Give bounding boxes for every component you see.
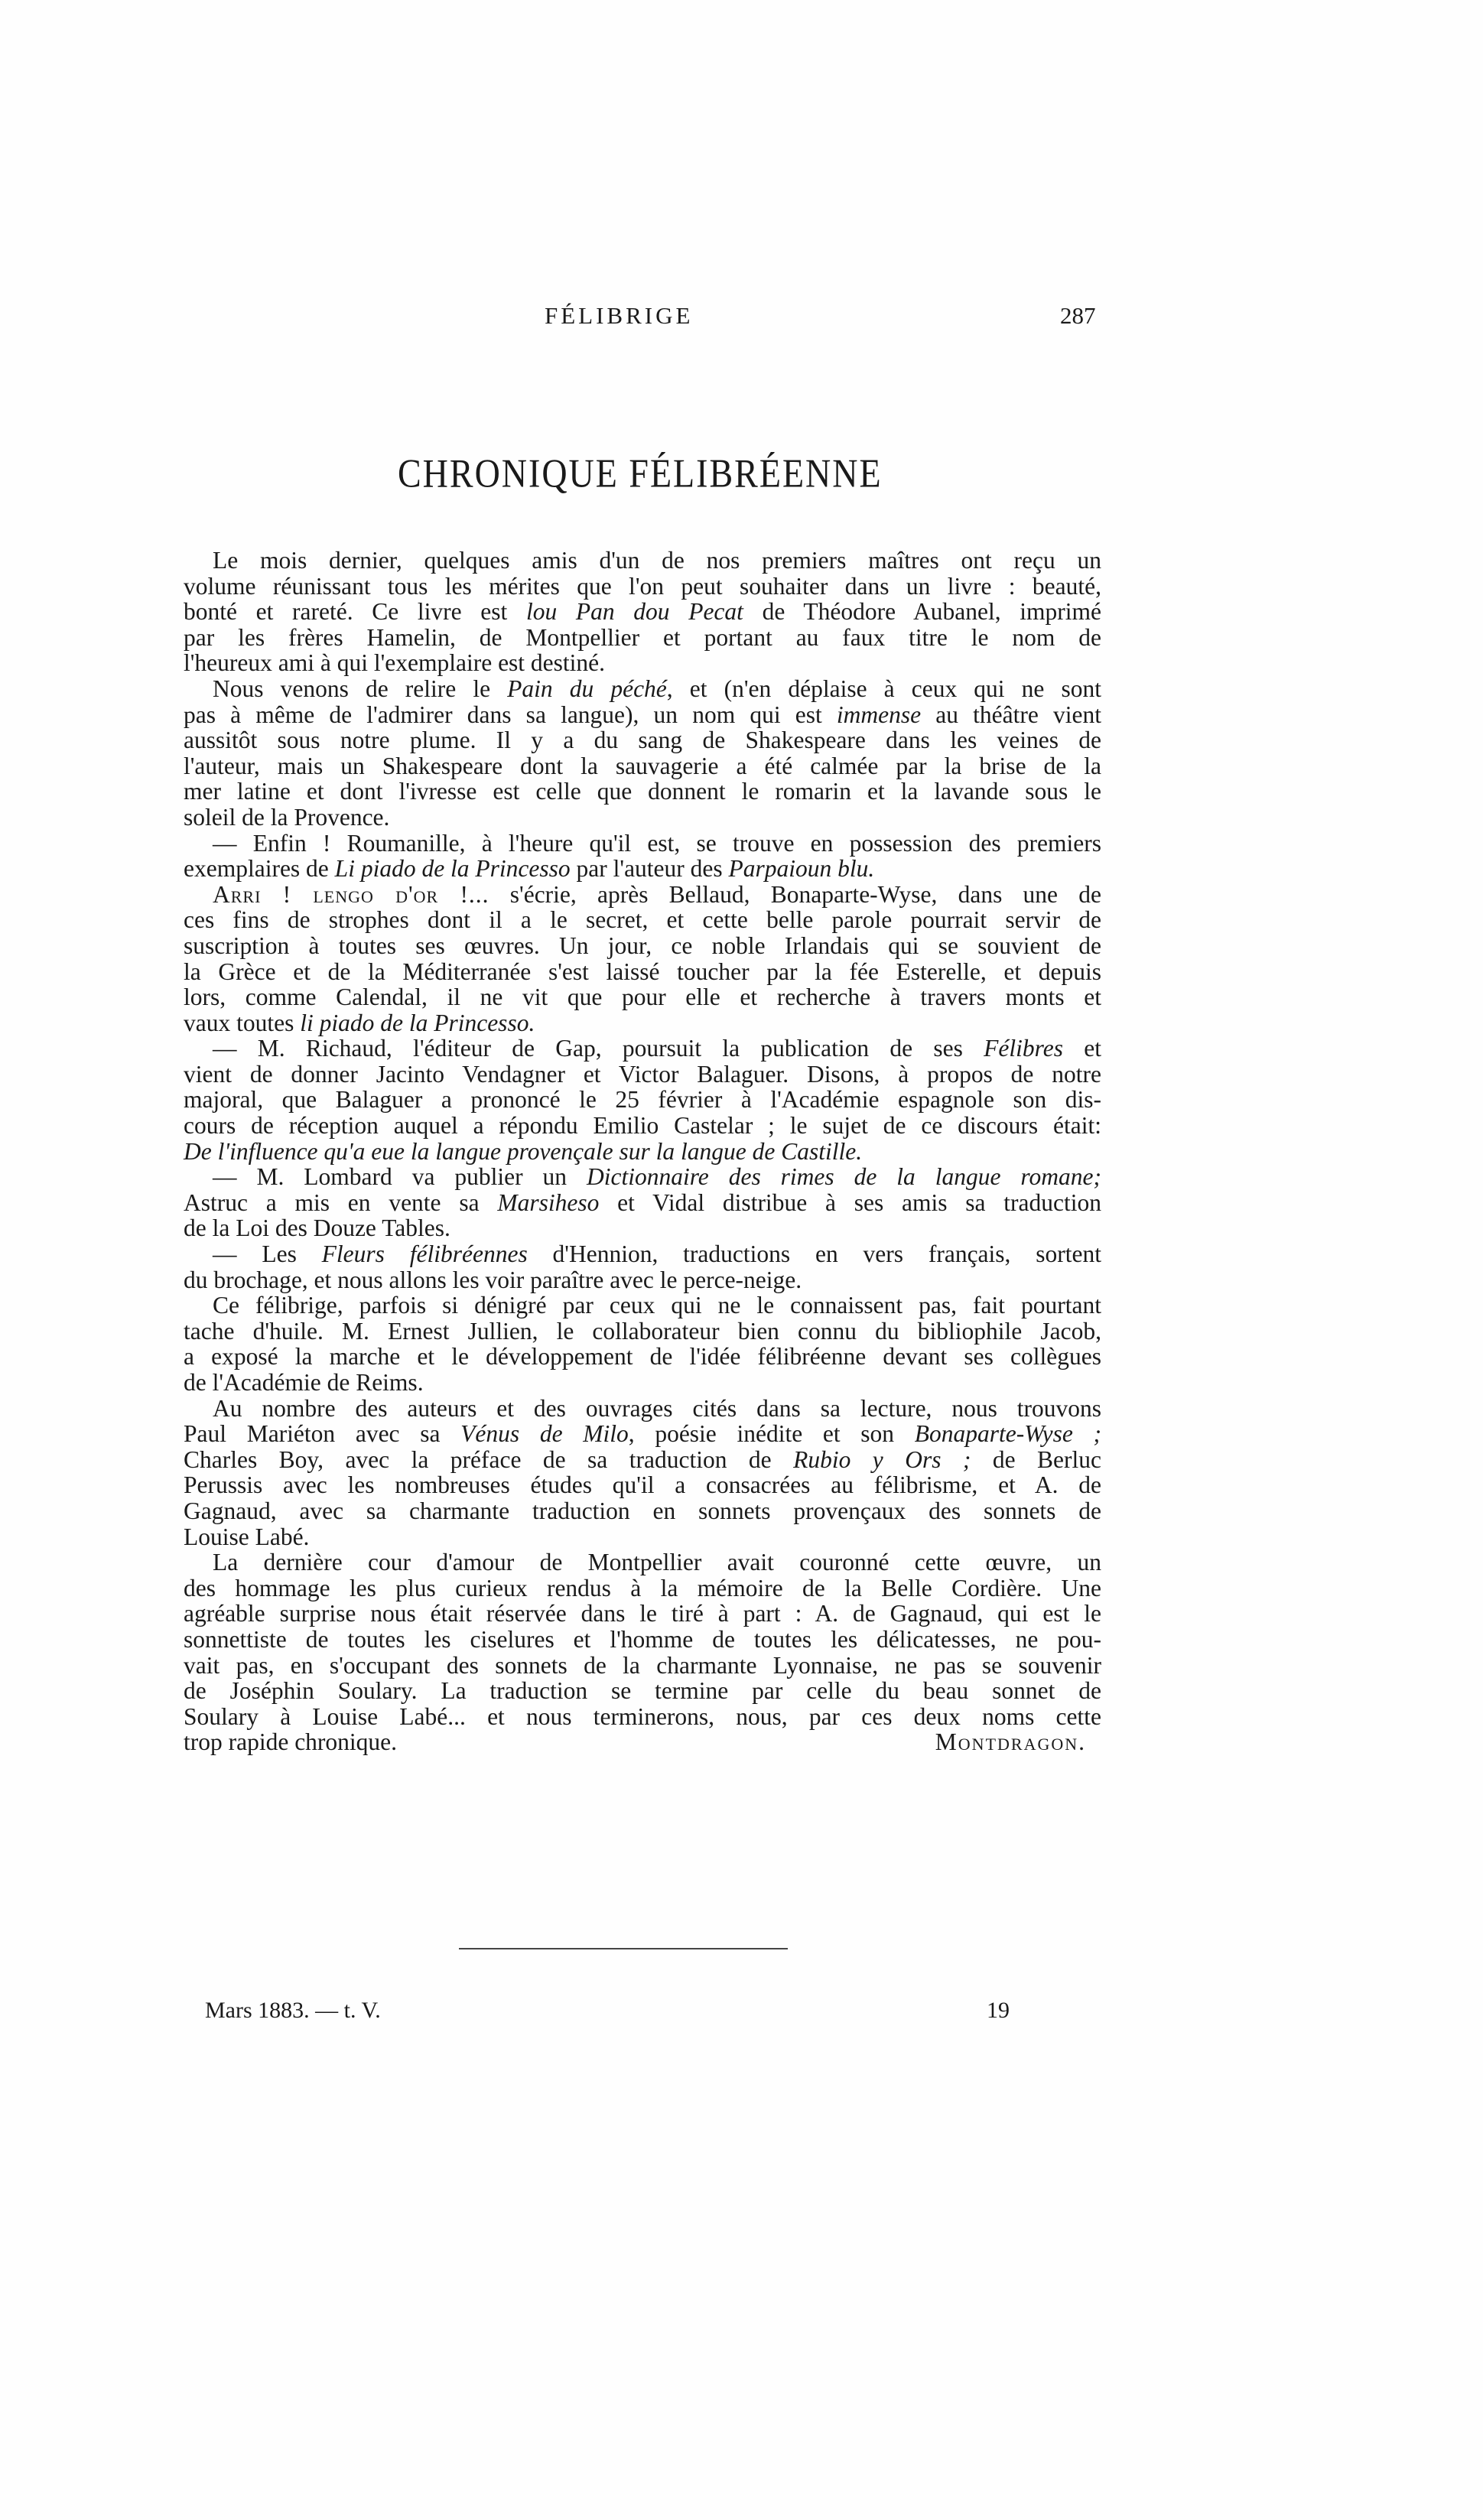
text-line: vient de donner Jacinto Vendagner et Victor Balaguer. Disons, à propos de notre (184, 1060, 1101, 1088)
text-line: — Enfin ! Roumanille, à l'heure qu'il est, se trouve en possession des premiers (213, 829, 1101, 857)
text-line: tache d'huile. M. Ernest Jullien, le collaborateur bien connu du bibliophile Jacob, (184, 1317, 1101, 1345)
article-title: CHRONIQUE FÉLIBRÉENNE (398, 450, 883, 496)
text-line: Paul Mariéton avec sa Vénus de Milo, poésie inédite et son Bonaparte-Wyse ; (184, 1420, 1101, 1448)
text-line: soleil de la Provence. (184, 803, 390, 831)
article-body (184, 548, 1101, 1755)
text-line: vaux toutes li piado de la Princesso. (184, 1009, 535, 1036)
text-line: volume réunissant tous les mérites que l'on peut souhaiter dans un livre : beauté, (184, 572, 1101, 600)
text-line: majoral, que Balaguer a prononcé le 25 février à l'Académie espagnole son dis- (184, 1086, 1101, 1114)
text-line: Le mois dernier, quelques amis d'un de nos premiers maîtres ont reçu un (213, 547, 1101, 574)
running-title: FÉLIBRIGE (545, 302, 694, 329)
running-head (0, 302, 1483, 340)
text-line: sonnettiste de toutes les ciselures et l'homme de toutes les délicatesses, ne pou- (184, 1625, 1101, 1653)
text-line: mer latine et dont l'ivresse est celle que donnent le romarin et la lavande sous le (184, 778, 1101, 805)
text-line: Nous venons de relire le Pain du péché, et (n'en déplaise à ceux qui ne sont (213, 675, 1101, 702)
text-line: De l'influence qu'a eue la langue provençale sur la langue de Castille. (184, 1137, 863, 1165)
text-line: pas à même de l'admirer dans sa langue), un nom qui est immense au théâtre vient (184, 701, 1101, 728)
text-line: Au nombre des auteurs et des ouvrages cités dans sa lecture, nous trouvons (213, 1394, 1101, 1422)
text-line: Astruc a mis en vente sa Marsiheso et Vidal distribue à ses amis sa traduction (184, 1188, 1101, 1216)
text-line: Soulary à Louise Labé... et nous terminerons, nous, par ces deux noms cette (184, 1702, 1101, 1730)
end-rule (459, 1948, 788, 1949)
signature-mark: 19 (987, 1998, 1010, 2023)
text-line: vait pas, en s'occupant des sonnets de la charmante Lyonnaise, ne pas se souvenir (184, 1651, 1101, 1679)
text-line: du brochage, et nous allons les voir paraître avec le perce-neige. (184, 1266, 802, 1293)
text-line: de Joséphin Soulary. La traduction se termine par celle du beau sonnet de (184, 1677, 1101, 1705)
text-line: trop rapide chronique. Montdragon. (184, 1728, 1086, 1756)
page-number: 287 (1060, 302, 1096, 329)
text-line: agréable surprise nous était réservée dans le tiré à part : A. de Gagnaud, qui est le (184, 1600, 1101, 1627)
text-line: — Les Fleurs félibréennes d'Hennion, traductions en vers français, sortent (213, 1240, 1101, 1268)
text-line: — M. Lombard va publier un Dictionnaire des rimes de la langue romane; (213, 1163, 1101, 1191)
text-line: l'auteur, mais un Shakespeare dont la sauvagerie a été calmée par la brise de la (184, 752, 1101, 779)
text-line: Ce félibrige, parfois si dénigré par ceux qui ne le connaissent pas, fait pourtant (213, 1292, 1101, 1319)
text-line: la Grèce et de la Méditerranée s'est laissé toucher par la fée Esterelle, et depuis (184, 958, 1101, 985)
text-line: Gagnaud, avec sa charmante traduction en sonnets provençaux des sonnets de (184, 1497, 1101, 1524)
text-line: exemplaires de Li piado de la Princesso par l'auteur des Parpaioun blu. (184, 855, 875, 883)
text-line: Perussis avec les nombreuses études qu'il a consacrées au félibrisme, et A. de (184, 1471, 1101, 1499)
author-signature: Montdragon. (935, 1728, 1086, 1756)
text-line: aussitôt sous notre plume. Il y a du sang de Shakespeare dans les veines de (184, 727, 1101, 754)
text-line: — M. Richaud, l'éditeur de Gap, poursuit la publication de ses Félibres et (213, 1035, 1101, 1062)
text-line: de l'Académie de Reims. (184, 1369, 424, 1396)
text-line: Arri ! lengo d'or !... s'écrie, après Bellaud, Bonaparte-Wyse, dans une de (213, 880, 1101, 908)
text-line: bonté et rareté. Ce livre est lou Pan dou Pecat de Théodore Aubanel, imprimé (184, 598, 1102, 626)
text-line: ces fins de strophes dont il a le secret, et cette belle parole pourrait servir de (184, 906, 1101, 934)
text-line: cours de réception auquel a répondu Emilio Castelar ; le sujet de ce discours était: (184, 1112, 1101, 1140)
text-line: des hommage les plus curieux rendus à la mémoire de la Belle Cordière. Une (184, 1574, 1101, 1601)
text-line: La dernière cour d'amour de Montpellier avait couronné cette œuvre, un (213, 1549, 1101, 1576)
footer (0, 1998, 1483, 2028)
issue-line: Mars 1883. — t. V. (205, 1998, 381, 2023)
text-line: Louise Labé. (184, 1523, 310, 1550)
text-line: suscription à toutes ses œuvres. Un jour, ce noble Irlandais qui se souvient de (184, 932, 1101, 959)
text-line: par les frères Hamelin, de Montpellier et portant au faux titre le nom de (184, 623, 1101, 651)
text-line: lors, comme Calendal, il ne vit que pour elle et recherche à travers monts et (184, 984, 1101, 1011)
text-line: a exposé la marche et le développement de l'idée félibréenne devant ses collègues (184, 1343, 1101, 1371)
text-line: de la Loi des Douze Tables. (184, 1214, 450, 1242)
text-line: Charles Boy, avec la préface de sa traduction de Rubio y Ors ; de Berluc (184, 1445, 1101, 1473)
text-line: l'heureux ami à qui l'exemplaire est destiné. (184, 649, 606, 677)
